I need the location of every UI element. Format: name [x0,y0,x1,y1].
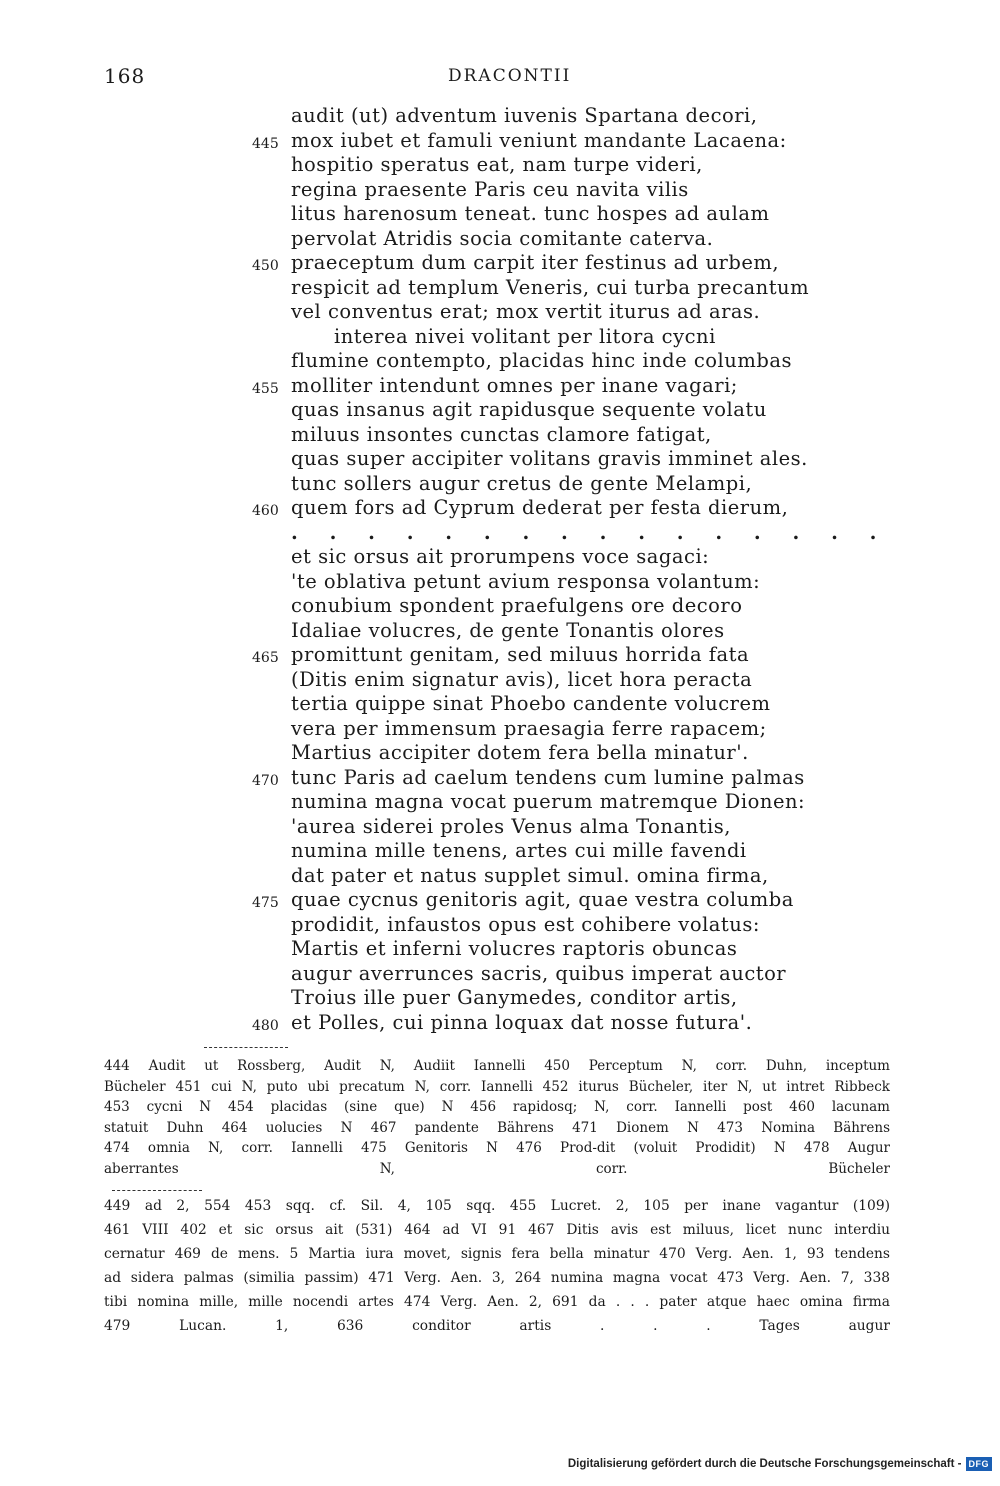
verse-text: promittunt genitam, sed miluus horrida fata [291,643,750,666]
verse-line [0,472,1000,497]
verse-text: interea nivei volitant per litora cycni [334,324,716,348]
verse-line [0,766,1000,791]
apparatus-line: statuit Duhn 464 uolucies N 467 pandente Bährens 471 Dionem N 473 Nomina Bährens [104,1119,890,1136]
verse-text: et sic orsus ait prorumpens voce sagaci: [291,545,710,568]
verse-text: miluus insontes cunctas clamore fatigat, [291,422,712,446]
verse-line [0,153,1000,178]
verse-line [0,447,1000,472]
verse-line [0,815,1000,840]
apparatus-line: 444 Audit ut Rossberg, Audit N, Audiit Iannelli 450 Perceptum N, corr. Duhn, inceptum [104,1058,890,1074]
verse-text: vel conventus erat; mox vertit iturus ad aras. [291,300,761,323]
verse-line [0,619,1000,644]
apparatus-line: 474 omnia N, corr. Iannelli 475 Genitoris N 476 Prod-dit (voluit Prodidit) N 478 Augur [104,1140,890,1156]
footer-text: Digitalisierung gefördert durch die Deutsche Forschungsgemeinschaft - [567,1458,962,1470]
verse-text: prodidit, infaustos opus est cohibere volatus: [291,912,760,936]
line-number: 460 [252,503,279,519]
verse-line [0,374,1000,399]
verse-line [0,300,1000,325]
verse-text: flumine contempto, placidas hinc inde columbas [291,349,792,372]
verse-text: augur averrunces sacris, quibus imperat auctor [291,961,787,985]
verse-line [0,129,1000,154]
verse-line [0,888,1000,913]
verse-line [0,839,1000,864]
verse-line [0,545,1000,570]
verse-text: Martis et inferni volucres raptoris obuncas [291,937,738,960]
verse-text: Troius ille puer Ganymedes, conditor artis, [291,986,738,1009]
verse-line [0,913,1000,938]
sources-divider [112,1190,202,1192]
line-number: 475 [252,895,279,911]
verse-line [0,570,1000,595]
apparatus-divider [204,1047,288,1049]
verse-text: vera per immensum praesagia ferre rapacem; [291,716,767,740]
verse-text: quae cycnus genitoris agit, quae vestra columba [291,888,794,911]
apparatus-line: 453 cycni N 454 placidas (sine que) N 456 rapidosq; N, corr. Iannelli post 460 lacunam [104,1099,890,1115]
verse-line [0,986,1000,1011]
verse-text: Idaliae volucres, de gente Tonantis olores [291,618,725,642]
source-line: ad sidera palmas (similia passim) 471 Verg. Aen. 3, 264 numina magna vocat 473 Verg. Aen. 7, 338 [104,1270,890,1286]
poem-text [0,104,1000,1035]
line-number: 450 [252,258,279,274]
apparatus-line: Bücheler 451 cui N, puto ubi precatum N, corr. Iannelli 452 iturus Bücheler, iter N, ut intret Ribbeck [104,1078,890,1095]
verse-text: numina mille tenens, artes cui mille favendi [291,839,747,862]
apparatus-line: aberrantes N, corr. Bücheler [104,1160,890,1177]
source-notes [104,1194,890,1338]
verse-line [0,962,1000,987]
verse-line [0,349,1000,374]
verse-line [0,668,1000,693]
verse-text: tertia quippe sinat Phoebo candente volucrem [291,692,771,715]
verse-line [0,398,1000,423]
verse-text: hospitio speratus eat, nam turpe videri, [291,153,703,176]
verse-text: conubium spondent praefulgens ore decoro [291,594,743,617]
verse-line [0,741,1000,766]
dfg-logo: DFG [966,1457,993,1471]
verse-text: audit (ut) adventum iuvenis Spartana decori, [291,104,758,127]
verse-text: . . . . . . . . . . . . . . . . [291,520,889,544]
verse-text: litus harenosum teneat. tunc hospes ad aulam [291,202,770,225]
verse-line [0,594,1000,619]
verse-text: quas super accipiter volitans gravis imminet ales. [291,447,808,470]
verse-text: et Polles, cui pinna loquax dat nosse futura'. [291,1010,753,1034]
verse-text: Martius accipiter dotem fera bella minatur'. [291,741,749,764]
source-line: tibi nomina mille, mille nocendi artes 474 Verg. Aen. 2, 691 da . . . pater atque haec omina firma [104,1294,890,1310]
verse-line [0,423,1000,448]
verse-line [0,790,1000,815]
source-line: 449 ad 2, 554 453 sqq. cf. Sil. 4, 105 sqq. 455 Lucret. 2, 105 per inane vagantur (109) [104,1198,890,1214]
source-line: cernatur 469 de mens. 5 Martia iura movet, signis fera bella minatur 470 Verg. Aen. 1, 93 tendens [104,1246,890,1262]
line-number: 455 [252,380,279,397]
line-number: 470 [252,772,279,789]
footer-credit [568,1457,992,1471]
verse-line [0,1011,1000,1036]
verse-text: dat pater et natus supplet simul. omina firma, [291,863,769,887]
verse-line [0,202,1000,227]
verse-line [0,717,1000,742]
page-number: 168 [104,64,146,88]
critical-apparatus [104,1056,890,1179]
verse-text: quem fors ad Cyprum dederat per festa dierum, [291,496,789,519]
verse-line [0,937,1000,962]
verse-text: mox iubet et famuli veniunt mandante Lacaena: [291,128,787,152]
verse-line [0,692,1000,717]
verse-line [0,104,1000,129]
verse-line [0,325,1000,350]
verse-text: respicit ad templum Veneris, cui turba precantum [291,275,810,299]
verse-line [0,643,1000,668]
verse-line [0,276,1000,301]
verse-line [0,496,1000,521]
verse-text: regina praesente Paris ceu navita vilis [291,177,689,201]
line-number: 445 [252,135,279,152]
page-header [0,60,1000,90]
verse-text: (Ditis enim signatur avis), licet hora peracta [291,667,753,691]
verse-text: 'te oblativa petunt avium responsa volantum: [291,569,761,593]
line-number: 480 [252,1017,279,1034]
verse-text: 'aurea siderei proles Venus alma Tonantis, [291,814,731,838]
verse-text: quas insanus agit rapidusque sequente volatu [291,398,767,421]
source-line: 461 VIII 402 et sic orsus ait (531) 464 ad VI 91 467 Ditis avis est miluus, licet nunc interdiu [104,1222,890,1238]
verse-line [0,521,1000,546]
verse-line [0,864,1000,889]
verse-text: tunc sollers augur cretus de gente Melampi, [291,471,753,495]
running-title: DRACONTII [448,66,572,86]
verse-line [0,251,1000,276]
verse-text: tunc Paris ad caelum tendens cum lumine palmas [291,765,805,789]
verse-line [0,227,1000,252]
line-number: 465 [252,650,279,666]
verse-text: numina magna vocat puerum matremque Dionen: [291,790,806,813]
source-line: 479 Lucan. 1, 636 conditor artis . . . Tages augur [104,1318,890,1334]
verse-text: pervolat Atridis socia comitante caterva. [291,226,714,250]
verse-text: praeceptum dum carpit iter festinus ad urbem, [291,251,780,274]
verse-text: molliter intendunt omnes per inane vagari; [291,373,738,397]
verse-line [0,178,1000,203]
